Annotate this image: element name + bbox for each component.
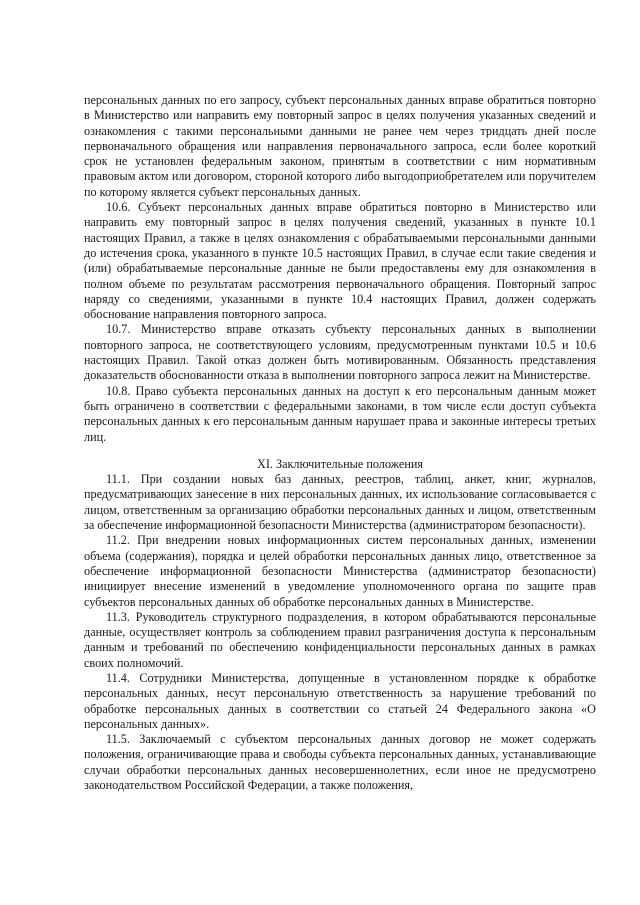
paragraph-11-1: 11.1. При создании новых баз данных, реестров, таблиц, анкет, книг, журналов, предусматривающих занесение в них персональных данных, их использование согласовывается с лицом, ответственным за организацию обработки персональных данных и лицом, ответственным за обеспечение информационной безопасности Министерства (администратором безопасности). [84,472,596,533]
paragraph-10-5-continued: персональных данных по его запросу, субъект персональных данных вправе обратиться повторно в Министерство или направить ему повторный запрос в целях получения указанных сведений и ознакомления с такими персональными данными не ранее чем через тридцать дней после первоначального обращения или направления первоначального запроса, если более короткий срок не установлен федеральным законом, принятым в соответствии с ним нормативным правовым актом или договором, стороной которого либо выгодоприобретателем или поручителем по которому является субъект персональных данных. [84,93,596,199]
paragraph-10-6: 10.6. Субъект персональных данных вправе обратиться повторно в Министерство или направить ему повторный запрос в целях получения сведений, указанных в пункте 10.1 настоящих Правил, а также в целях ознакомления с обрабатываемыми персональными данными до истечения срока, указанного в пункте 10.5 настоящих Правил, в случае если такие сведения и (или) обрабатываемые персональные данные не были предоставлены ему для ознакомления в полном объеме по результатам рассмотрения первоначального обращения. Повторный запрос наряду со сведениями, указанными в пункте 10.4 настоящих Правил, должен содержать обоснование направления повторного запроса. [84,200,596,322]
paragraph-11-3: 11.3. Руководитель структурного подразделения, в котором обрабатываются персональные данные, осуществляет контроль за соблюдением правил разграничения доступа к персональным данным и требований по обеспечению конфиденциальности персональных данных в рамках своих полномочий. [84,609,596,670]
paragraph-10-8: 10.8. Право субъекта персональных данных на доступ к его персональным данным может быть ограничено в соответствии с федеральными законами, в том числе если доступ субъекта персональных данных к его персональным данным нарушает права и законные интересы третьих лиц. [84,383,596,444]
paragraph-11-5: 11.5. Заключаемый с субъектом персональных данных договор не может содержать положения, ограничивающие права и свободы субъекта персональных данных, устанавливающие случаи обработки персональных данных несовершеннолетних, если иное не предусмотрено законодательством Российской Федерации, а также положения, [84,732,596,793]
paragraph-11-2: 11.2. При внедрении новых информационных систем персональных данных, изменении объема (содержания), порядка и целей обработки персональных данных лицо, ответственное за обеспечение информационной безопасности Министерства (администратор безопасности) инициирует внесение изменений в уведомление уполномоченного органа по защите прав субъектов персональных данных об обработке персональных данных в Министерстве. [84,533,596,609]
document-page [84,93,596,793]
section-heading: XI. Заключительные положения [257,456,423,471]
paragraph-10-7: 10.7. Министерство вправе отказать субъекту персональных данных в выполнении повторного запроса, не соответствующего условиям, предусмотренным пунктами 10.5 и 10.6 настоящих Правил. Такой отказ должен быть мотивированным. Обязанность представления доказательств обоснованности отказа в выполнении повторного запроса лежит на Министерстве. [84,322,596,383]
paragraph-11-4: 11.4. Сотрудники Министерства, допущенные в установленном порядке к обработке персональных данных, несут персональную ответственность за нарушение требований по обработке персональных данных в соответствии со статьей 24 Федерального закона «О персональных данных». [84,670,596,731]
